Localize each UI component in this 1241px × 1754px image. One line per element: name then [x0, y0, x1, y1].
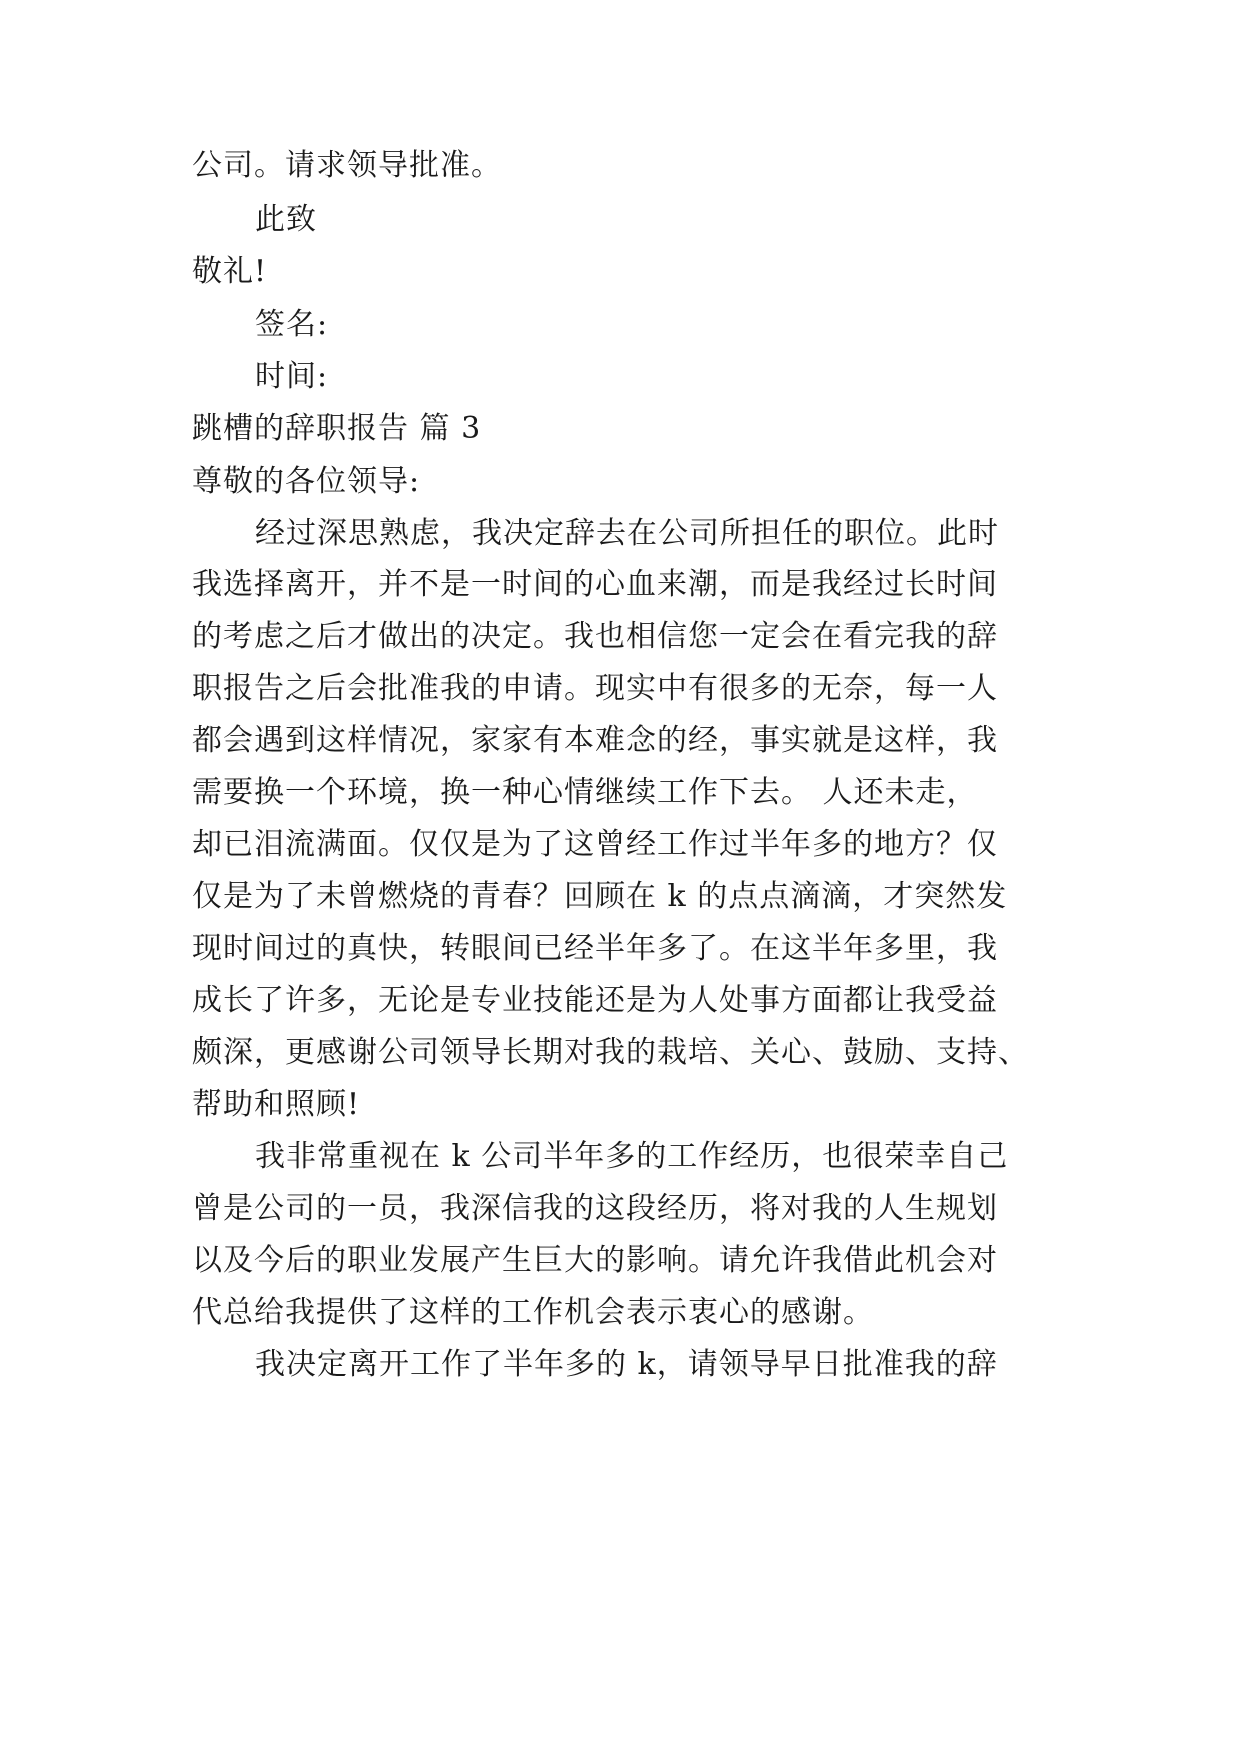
body-text-line: 帮助和照顾!: [192, 1087, 361, 1122]
body-text-line: 职报告之后会批准我的申请。现实中有很多的无奈，每一人: [192, 671, 998, 706]
body-text-line: 颇深，更感谢公司领导长期对我的栽培、关心、鼓励、支持、: [192, 1035, 1029, 1070]
body-text-line: 以及今后的职业发展产生巨大的影响。请允许我借此机会对: [192, 1243, 998, 1278]
greeting: 尊敬的各位领导:: [192, 464, 421, 499]
body-text-line: 现时间过的真快，转眼间已经半年多了。在这半年多里，我: [192, 931, 998, 966]
signature-label: 签名:: [255, 307, 329, 342]
body-text-line: 需要换一个环境，换一种心情继续工作下去。 人还未走，: [192, 775, 978, 810]
body-text-line: 我非常重视在 k 公司半年多的工作经历，也很荣幸自己: [255, 1139, 1009, 1174]
closing-regards: 敬礼!: [192, 254, 268, 289]
body-text-line: 我选择离开，并不是一时间的心血来潮，而是我经过长时间: [192, 567, 998, 602]
body-text-line: 公司。请求领导批准。: [192, 148, 502, 183]
body-text-line: 的考虑之后才做出的决定。我也相信您一定会在看完我的辞: [192, 619, 998, 654]
section-title: 跳槽的辞职报告 篇 3: [192, 411, 482, 446]
body-text-line: 代总给我提供了这样的工作机会表示衷心的感谢。: [192, 1295, 874, 1330]
body-text-line: 都会遇到这样情况，家家有本难念的经，事实就是这样，我: [192, 723, 998, 758]
body-text-line: 我决定离开工作了半年多的 k，请领导早日批准我的辞: [255, 1347, 998, 1382]
body-text-line: 却已泪流满面。仅仅是为了这曾经工作过半年多的地方？仅: [192, 827, 998, 862]
date-label: 时间:: [255, 359, 329, 394]
body-text-line: 曾是公司的一员，我深信我的这段经历，将对我的人生规划: [192, 1191, 998, 1226]
body-text-line: 仅是为了未曾燃烧的青春？回顾在 k 的点点滴滴，才突然发: [192, 879, 1008, 914]
body-text-line: 经过深思熟虑，我决定辞去在公司所担任的职位。此时: [255, 516, 999, 551]
closing-salutation: 此致: [255, 202, 317, 237]
body-text-line: 成长了许多，无论是专业技能还是为人处事方面都让我受益: [192, 983, 998, 1018]
